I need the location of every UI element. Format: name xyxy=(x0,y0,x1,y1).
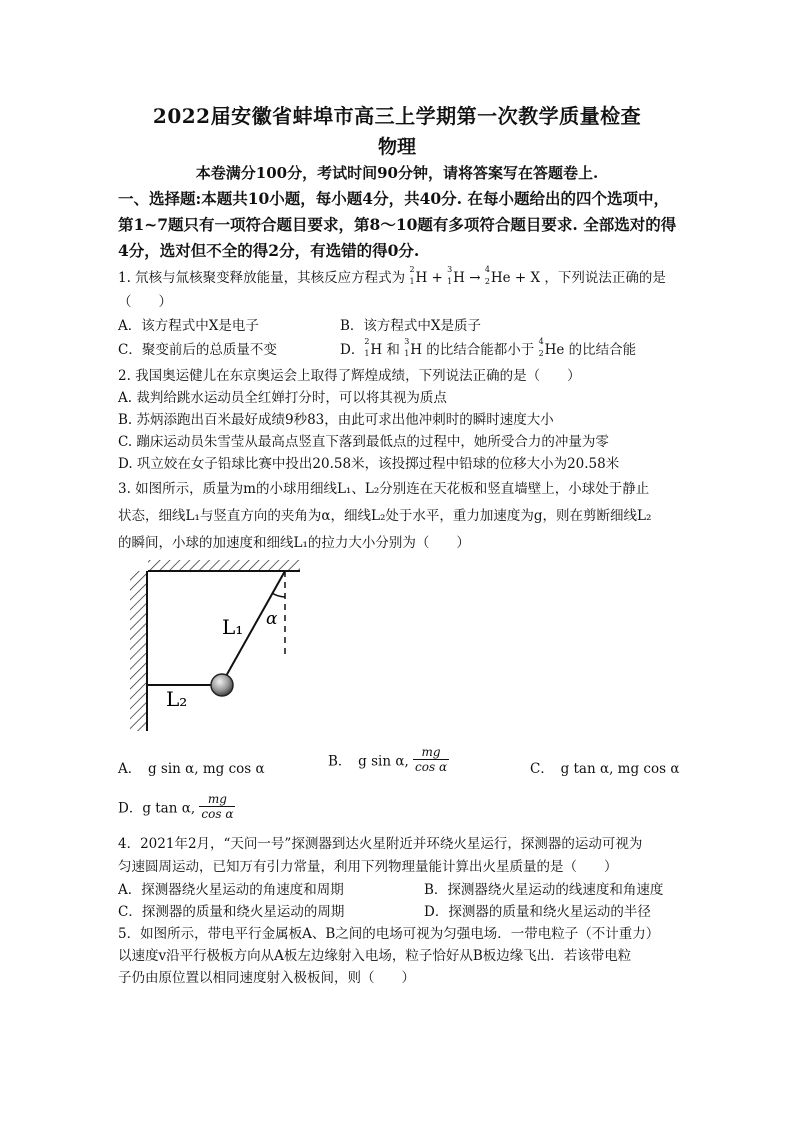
q4-line-2: 匀速圆周运动，已知万有引力常量，利用下列物理量能计算出火星质量的是（ ） xyxy=(118,859,618,875)
q1-option-d xyxy=(340,338,636,358)
q1-stem-end: ，下列说法正确的是 xyxy=(544,270,666,286)
label-l1: L₁ xyxy=(222,615,244,639)
q4-option-a: A．探测器绕火星运动的角速度和周期 xyxy=(118,882,344,898)
nuclide-helium: 4 2 He xyxy=(484,265,511,286)
subject-title: 物理 xyxy=(377,136,416,158)
wall-hatch xyxy=(130,571,147,731)
q5-line-2: 以速度v沿平行极板方向从A板左边缘射入电场，粒子恰好从B板边缘飞出．若该带电粒 xyxy=(118,948,632,964)
fraction-denominator: cos α xyxy=(415,760,448,774)
q3-line-3: 的瞬间，小球的加速度和细线L₁的拉力大小分别为（ ） xyxy=(118,535,470,551)
q2-option-b: B. 苏炳添跑出百米最好成绩9秒83，由此可求出他冲刺时的瞬时速度大小 xyxy=(118,412,554,428)
q3-option-d-fraction xyxy=(199,792,235,821)
fraction-denominator: cos α xyxy=(201,807,234,821)
q1-option-d-mid2: 的比结合能都小于 xyxy=(426,342,535,358)
fraction-numerator: mg xyxy=(413,745,449,760)
q1-option-a: A．该方程式中X是电子 xyxy=(118,318,259,334)
exam-title: 2022届安徽省蚌埠市高三上学期第一次教学质量检查 xyxy=(152,104,642,128)
nuclide-deuterium: 2 1 H xyxy=(364,337,383,358)
q4-option-d: D．探测器的质量和绕火星运动的半径 xyxy=(424,904,651,920)
nuclide-tritium: 3 1 H xyxy=(447,265,465,286)
q5-line-3: 子仍由原位置以相同速度射入极板间，则（ ） xyxy=(118,970,415,986)
q1-eq-x: + X xyxy=(514,270,541,286)
q1-option-d-mid: 和 xyxy=(386,342,400,358)
q1-eq-plus: + xyxy=(431,270,443,286)
q2-option-c: C. 蹦床运动员朱雪莹从最高点竖直下落到最低点的过程中，她所受合力的冲量为零 xyxy=(118,434,609,450)
q4-line-1: 4．2021年2月，“天问一号”探测器到达火星附近并环绕火星运行，探测器的运动可视为 xyxy=(118,836,643,852)
q1-paren: （ ） xyxy=(118,294,172,310)
q4-option-b: B．探测器绕火星运动的线速度和角速度 xyxy=(424,882,664,898)
q3-option-c: C． g tan α, mg cos α xyxy=(530,761,680,777)
q2-stem: 2. 我国奥运健儿在东京奥运会上取得了辉煌成绩，下列说法正确的是（ ） xyxy=(118,368,581,384)
q2-option-d: D. 巩立姣在女子铅球比赛中投出20.58米，该投掷过程中铅球的位移大小为20.58米 xyxy=(118,456,620,472)
exam-note: 本卷满分100分，考试时间90分钟，请将答案写在答题卷上. xyxy=(195,164,599,182)
angle-arc xyxy=(272,593,285,597)
nuclide-helium: 4 2 He xyxy=(538,337,565,358)
q1-option-d-prefix: D． xyxy=(340,342,365,358)
q3-option-d xyxy=(118,792,235,821)
q3-line-2: 状态，细线L₁与竖直方向的夹角为α，细线L₂处于水平，重力加速度为g，则在剪断细线L₂ xyxy=(118,508,652,524)
label-alpha: α xyxy=(266,609,278,629)
ball xyxy=(211,674,233,696)
q1-stem-text: 1. 氘核与氚核聚变释放能量，其核反应方程式为 xyxy=(118,270,406,286)
q3-option-a: A． g sin α, mg cos α xyxy=(118,761,265,777)
label-l2: L₂ xyxy=(166,687,188,711)
nuclide-tritium: 3 1 H xyxy=(404,337,422,358)
q1-eq-arrow: → xyxy=(469,270,481,286)
q3-option-b-prefix: B． g sin α, xyxy=(328,753,409,770)
q3-option-b xyxy=(328,745,449,774)
q3-option-d-prefix: D．g tan α, xyxy=(118,800,196,817)
q1-option-c: C．聚变前后的总质量不变 xyxy=(118,342,277,358)
q3-line-1: 3. 如图所示，质量为m的小球用细线L₁、L₂分别连在天花板和竖直墙壁上，小球处于静止 xyxy=(118,481,650,497)
section-heading: 一、选择题:本题共10小题，每小题4分，共40分. 在每小题给出的四个选项中，第1~7题只有一项符合题目要求，第8～10题有多项符合题目要求. 全部选对的得4分，选对但不全的得2分，有选错的得0分. xyxy=(118,189,677,260)
q2-option-a: A. 裁判给跳水运动员全红婵打分时，可以将其视为质点 xyxy=(118,390,447,406)
q4-option-c: C．探测器的质量和绕火星运动的周期 xyxy=(118,904,345,920)
nuclide-deuterium: 2 1 H xyxy=(409,265,428,286)
q3-option-b-fraction xyxy=(413,745,449,774)
q5-line-1: 5．如图所示，带电平行金属板A、B之间的电场可视为匀强电场．一带电粒子（不计重力） xyxy=(118,926,660,942)
q3-figure xyxy=(120,560,310,735)
q1-option-b: B．该方程式中X是质子 xyxy=(340,318,482,334)
ceiling-hatch xyxy=(148,560,300,571)
q1-option-d-end: 的比结合能 xyxy=(568,342,637,358)
q1-stem xyxy=(118,266,666,286)
fraction-numerator: mg xyxy=(199,792,235,807)
